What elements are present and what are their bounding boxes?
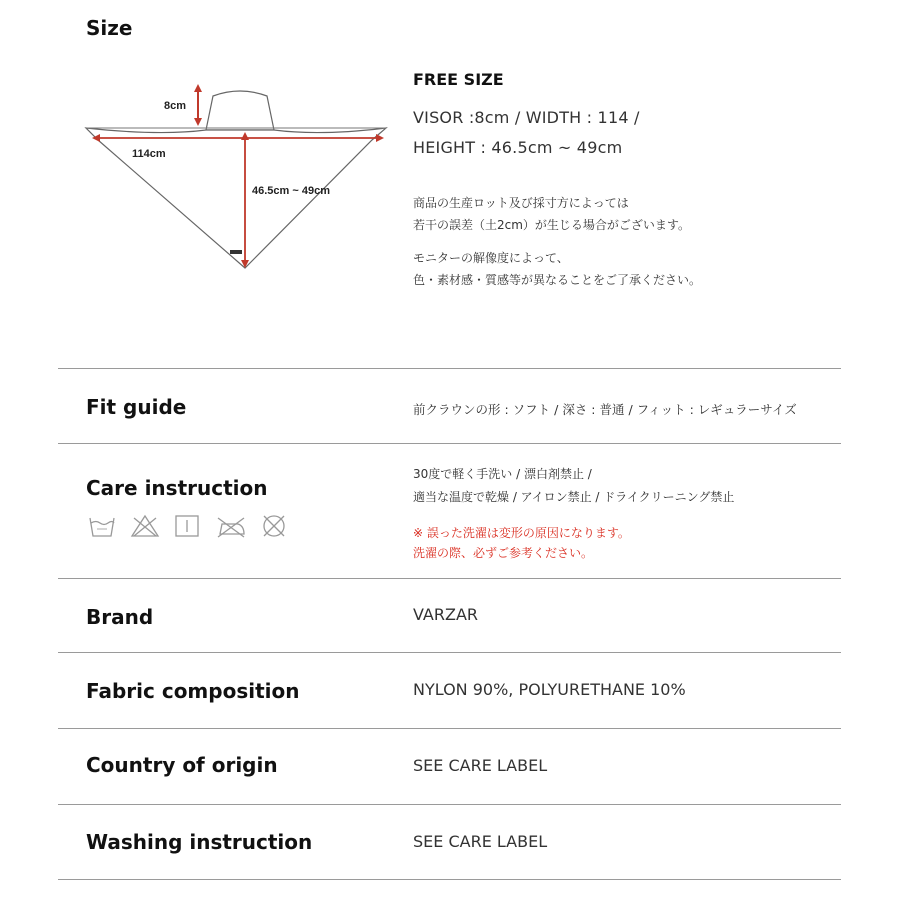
hand-wash-30-icon — [90, 518, 114, 536]
no-iron-icon — [218, 518, 244, 537]
size-note-1b: 若干の誤差（土2cm）が生じる場合がございます。 — [413, 218, 690, 232]
size-title: Size — [86, 16, 133, 40]
divider — [58, 443, 841, 444]
country-of-origin-label: Country of origin — [86, 753, 278, 777]
divider — [58, 879, 841, 880]
care-warning-2: 洗濯の際、必ずご参考ください。 — [413, 546, 594, 560]
divider — [58, 728, 841, 729]
brand-label: Brand — [86, 605, 154, 629]
fabric-composition-label: Fabric composition — [86, 679, 300, 703]
care-icons-row — [88, 512, 298, 540]
height-dim-label: 46.5cm ~ 49cm — [252, 185, 330, 197]
free-size-heading: FREE SIZE — [413, 70, 504, 89]
dry-icon — [176, 516, 198, 536]
country-of-origin-value: SEE CARE LABEL — [413, 756, 548, 775]
no-dry-clean-icon — [264, 516, 284, 536]
size-note-2b: 色・素材感・質感等が異なることをご了承ください。 — [413, 273, 702, 287]
size-note-2a: モニターの解像度によって、 — [413, 251, 569, 265]
visor-dim-label: 8cm — [164, 100, 187, 112]
size-note-1a: 商品の生産ロット及び採寸方によっては — [413, 196, 629, 210]
fit-guide-value: 前クラウンの形 : ソフト / 深さ : 普通 / フィット : レギュラーサイズ — [413, 402, 797, 417]
divider — [58, 804, 841, 805]
hat-size-diagram — [80, 78, 400, 278]
hat-brim — [86, 128, 386, 268]
divider — [58, 652, 841, 653]
care-line-1: 30度で軽く手洗い / 漂白剤禁止 / — [413, 467, 592, 481]
divider — [58, 578, 841, 579]
label-tag — [230, 250, 242, 254]
care-instruction-label: Care instruction — [86, 476, 268, 500]
fit-guide-label: Fit guide — [86, 395, 187, 419]
washing-instruction-value: SEE CARE LABEL — [413, 832, 548, 851]
fabric-composition-value: NYLON 90%, POLYURETHANE 10% — [413, 680, 686, 699]
no-bleach-icon — [132, 516, 158, 536]
washing-instruction-label: Washing instruction — [86, 830, 313, 854]
care-warning-1: ※ 誤った洗濯は変形の原因になります。 — [413, 526, 630, 540]
divider — [58, 368, 841, 369]
care-line-2: 適当な温度で乾燥 / アイロン禁止 / ドライクリーニング禁止 — [413, 490, 735, 504]
width-dim-label: 114cm — [132, 148, 166, 160]
size-spec-line-1: VISOR :8cm / WIDTH : 114 / — [413, 108, 640, 127]
size-spec-line-2: HEIGHT : 46.5cm ~ 49cm — [413, 138, 623, 157]
hat-crown — [206, 91, 274, 130]
brand-value: VARZAR — [413, 605, 479, 624]
